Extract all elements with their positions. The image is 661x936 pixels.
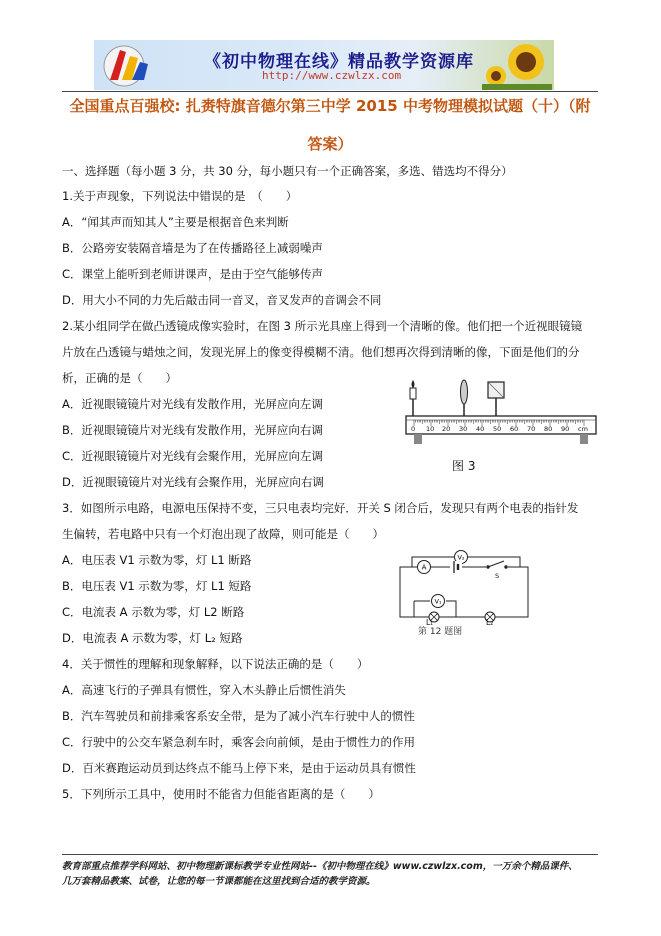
ruler-label: 60 [510, 425, 519, 433]
q1-option-a: A．“闻其声而知其人”主要是根据音色来判断 [62, 215, 289, 229]
light-screen-icon [488, 382, 504, 416]
q4-option-d: D．百米赛跑运动员到达终点不能马上停下来，是由于运动员具有惯性 [62, 761, 416, 775]
q3-stem-line-2: 生偏转，若电路中只有一个灯泡出现了故障，则可能是（ ） [62, 527, 384, 541]
q4-option-a: A．高速飞行的子弹具有惯性，穿入木头静止后惯性消失 [62, 683, 346, 697]
q1-option-c: C．课堂上能听到老师讲课声，是由于空气能够传声 [62, 267, 324, 281]
figure-3-caption: 图 3 [452, 459, 476, 473]
q5-stem: 5．下列所示工具中，使用时不能省力但能省距离的是（ ） [62, 787, 380, 801]
q3-option-b: B．电压表 V1 示数为零，灯 L1 短路 [62, 579, 252, 593]
circuit-figure-caption: 第 12 题图 [418, 627, 463, 637]
ruler-label: 70 [527, 425, 536, 433]
q3-stem-line-1: 3．如图所示电路，电源电压保持不变，三只电表均完好．开关 S 闭合后，发现只有两个电表的指针发 [62, 501, 579, 515]
exam-title-line-1: 全国重点百强校: 扎赉特旗音德尔第三中学 2015 中考物理模拟试题（十）（附 [69, 97, 591, 115]
q3-option-c: C．电流表 A 示数为零，灯 L2 断路 [62, 605, 245, 619]
q2-stem-line-2: 片放在凸透镜与蜡烛之间，发现光屏上的像变得模糊不清。他们想再次得到清晰的像，下面是他们的分 [62, 345, 580, 359]
q2-option-a: A．近视眼镜镜片对光线有发散作用，光屏应向左调 [62, 397, 323, 411]
header-banner [94, 40, 554, 90]
q4-option-c: C．行驶中的公交车紧急刹车时，乘客会向前倾，是由于惯性力的作用 [62, 735, 416, 749]
ruler-label: 10 [426, 425, 435, 433]
circuit-diagram [394, 549, 534, 625]
convex-lens-icon [461, 380, 468, 416]
q2-stem-line-1: 2.某小组同学在做凸透镜成像实验时，在图 3 所示光具座上得到一个清晰的像。他们把一个近视眼镜镜 [62, 319, 583, 333]
q2-stem-line-3: 析，正确的是（ ） [62, 371, 177, 385]
lamp-l2-label: L₂ [486, 618, 494, 627]
switch-label: S [495, 572, 500, 580]
site-logo-icon [100, 42, 160, 88]
q4-option-b: B．汽车驾驶员和前排乘客系安全带，是为了减小汽车行驶中人的惯性 [62, 709, 415, 723]
q1-option-b: B．公路旁安装隔音墙是为了在传播路径上减弱噪声 [62, 241, 323, 255]
footer-rule [62, 854, 598, 855]
ruler-label: 20 [442, 425, 451, 433]
switch-s-icon [486, 561, 508, 580]
q2-option-c: C．近视眼镜镜片对光线有会聚作用，光屏应向左调 [62, 449, 324, 463]
banner-url[interactable]: http://www.czwlzx.com [262, 69, 402, 82]
ruler-label: 30 [459, 425, 468, 433]
banner-title: 《初中物理在线》精品教学资源库 [204, 52, 474, 72]
q4-stem: 4．关于惯性的理解和现象解释，以下说法正确的是（ ） [62, 657, 369, 671]
voltmeter-v1-icon [432, 595, 445, 608]
header-rule [62, 91, 598, 92]
candle-icon [410, 380, 416, 416]
q2-option-b: B．近视眼镜镜片对光线有发散作用，光屏应向右调 [62, 423, 323, 437]
ruler-label: 40 [476, 425, 485, 433]
battery-icon [450, 561, 462, 573]
ruler-label: cm [578, 425, 588, 433]
ruler-label: 50 [493, 425, 502, 433]
q1-option-d: D．用大小不同的力先后敲击同一音叉，音叉发声的音调会不同 [62, 293, 382, 307]
lamp-l1-label: L₁ [426, 618, 434, 627]
footer-line-2: 几万套精品教案、试卷，让您的每一节课都能在这里找到合适的教学资源。 [62, 876, 376, 887]
exam-title-line-2: 答案） [307, 135, 353, 153]
section-heading: 一、选择题（每小题 3 分，共 30 分，每小题只有一个正确答案，多选、错选均不得分） [62, 164, 513, 178]
ammeter-icon [418, 561, 431, 574]
ammeter-label: A [421, 563, 427, 572]
ruler-label: 80 [544, 425, 553, 433]
voltmeter-v1-label: V₁ [434, 597, 442, 606]
q3-option-a: A．电压表 V1 示数为零，灯 L1 断路 [62, 553, 252, 567]
q2-option-d: D．近视眼镜镜片对光线有会聚作用，光屏应向右调 [62, 475, 324, 489]
q3-option-d: D．电流表 A 示数为零，灯 L₂ 短路 [62, 631, 243, 645]
footer-line-1: 教育部重点推荐学科网站、初中物理新课标教学专业性网站--《初中物理在线》www.czwlzx.com，一万余个精品课件、 [62, 861, 578, 872]
sunflower-icon [482, 40, 552, 90]
ruler-label: 0 [411, 425, 416, 433]
q1-stem: 1.关于声现象，下列说法中错误的是 （ ） [62, 189, 298, 203]
ruler-label: 90 [561, 425, 570, 433]
voltmeter-v2-label: V₂ [457, 553, 465, 562]
optical-bench-figure [404, 376, 604, 448]
